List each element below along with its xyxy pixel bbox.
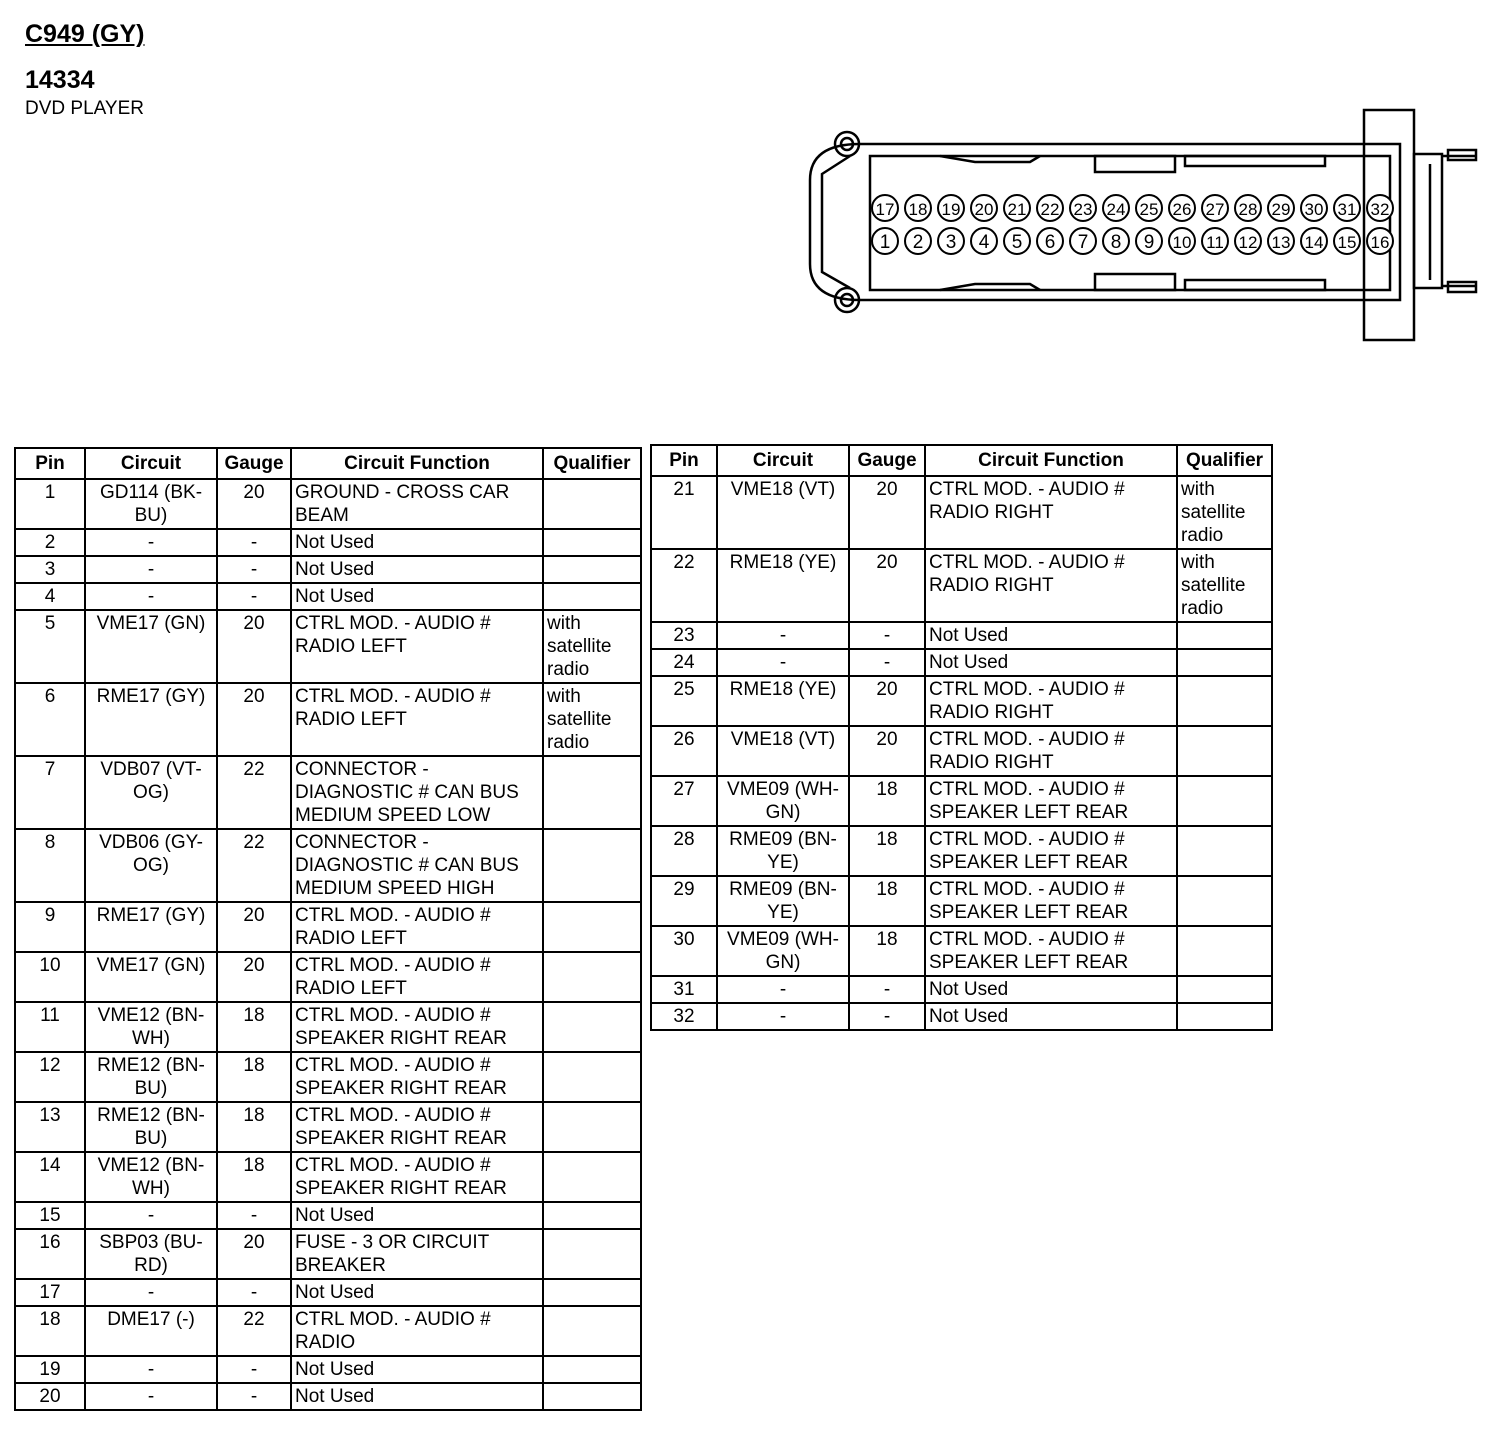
table-row xyxy=(15,902,641,952)
gauge-cell: 20 xyxy=(217,902,291,952)
circuit-cell: RME18 (YE) xyxy=(717,676,849,726)
circuit-cell: VME12 (BN-WH) xyxy=(85,1002,217,1052)
pin-cell: 5 xyxy=(15,610,85,683)
gauge-cell: 20 xyxy=(217,1229,291,1279)
circuit-function-cell: CONNECTOR - DIAGNOSTIC # CAN BUS MEDIUM SPEED LOW xyxy=(291,756,543,829)
qualifier-cell xyxy=(543,756,641,829)
circuit-cell: VME18 (VT) xyxy=(717,726,849,776)
pin-label-23: 23 xyxy=(1073,200,1093,219)
pin-label-31: 31 xyxy=(1337,200,1357,219)
pin-label-13: 13 xyxy=(1271,233,1291,252)
qualifier-cell: with satellite radio xyxy=(1177,476,1272,549)
circuit-cell: RME18 (YE) xyxy=(717,549,849,622)
table-row xyxy=(15,952,641,1002)
pin-label-24: 24 xyxy=(1106,200,1126,219)
circuit-cell: - xyxy=(85,1383,217,1410)
pin-cell: 6 xyxy=(15,683,85,756)
circuit-cell: RME12 (BN-BU) xyxy=(85,1102,217,1152)
gauge-cell: - xyxy=(217,1383,291,1410)
qualifier-cell xyxy=(1177,776,1272,826)
table-row xyxy=(651,876,1272,926)
table-row xyxy=(15,1279,641,1306)
qualifier-cell xyxy=(543,952,641,1002)
circuit-cell: - xyxy=(717,976,849,1003)
pin-cell: 29 xyxy=(651,876,717,926)
gauge-cell: 20 xyxy=(849,476,925,549)
gauge-cell: - xyxy=(217,556,291,583)
circuit-function-cell: CTRL MOD. - AUDIO # RADIO xyxy=(291,1306,543,1356)
circuit-cell: - xyxy=(85,1279,217,1306)
pin-label-3: 3 xyxy=(945,232,957,253)
gauge-cell: - xyxy=(849,622,925,649)
gauge-cell: - xyxy=(217,1279,291,1306)
table-row xyxy=(15,829,641,902)
gauge-cell: 20 xyxy=(849,676,925,726)
pin-label-20: 20 xyxy=(974,200,994,219)
qualifier-cell xyxy=(543,1279,641,1306)
qualifier-cell xyxy=(1177,726,1272,776)
header-gauge: Gauge xyxy=(217,448,291,479)
table-row xyxy=(15,610,641,683)
qualifier-cell xyxy=(1177,876,1272,926)
gauge-cell: 20 xyxy=(849,549,925,622)
pinout-table-right xyxy=(650,444,1273,1031)
table-header-row xyxy=(15,448,641,479)
qualifier-cell xyxy=(543,1102,641,1152)
qualifier-cell xyxy=(543,529,641,556)
qualifier-cell xyxy=(1177,1003,1272,1030)
circuit-function-cell: Not Used xyxy=(291,1383,543,1410)
pin-label-8: 8 xyxy=(1110,232,1122,253)
qualifier-cell xyxy=(543,902,641,952)
header-qualifier: Qualifier xyxy=(543,448,641,479)
connector-id: C949 (GY) xyxy=(25,20,145,48)
pin-label-14: 14 xyxy=(1304,233,1324,252)
gauge-cell: 20 xyxy=(217,683,291,756)
pin-cell: 25 xyxy=(651,676,717,726)
pin-cell: 4 xyxy=(15,583,85,610)
circuit-function-cell: CTRL MOD. - AUDIO # RADIO RIGHT xyxy=(925,726,1177,776)
pin-label-27: 27 xyxy=(1205,200,1225,219)
gauge-cell: - xyxy=(217,583,291,610)
circuit-function-cell: FUSE - 3 OR CIRCUIT BREAKER xyxy=(291,1229,543,1279)
circuit-cell: - xyxy=(85,556,217,583)
header-pin: Pin xyxy=(15,448,85,479)
pin-label-15: 15 xyxy=(1337,233,1357,252)
header-circuit-function: Circuit Function xyxy=(291,448,543,479)
table-row xyxy=(651,926,1272,976)
pin-label-12: 12 xyxy=(1238,233,1258,252)
pin-label-7: 7 xyxy=(1077,232,1089,253)
circuit-function-cell: CTRL MOD. - AUDIO # SPEAKER LEFT REAR xyxy=(925,926,1177,976)
pin-label-5: 5 xyxy=(1011,232,1023,253)
gauge-cell: 18 xyxy=(849,776,925,826)
pin-cell: 16 xyxy=(15,1229,85,1279)
pin-cell: 30 xyxy=(651,926,717,976)
pin-cell: 8 xyxy=(15,829,85,902)
circuit-cell: RME17 (GY) xyxy=(85,683,217,756)
circuit-cell: - xyxy=(717,1003,849,1030)
gauge-cell: 22 xyxy=(217,1306,291,1356)
qualifier-cell: with satellite radio xyxy=(1177,549,1272,622)
pin-label-29: 29 xyxy=(1271,200,1291,219)
gauge-cell: 18 xyxy=(849,926,925,976)
gauge-cell: - xyxy=(217,1356,291,1383)
pin-label-30: 30 xyxy=(1304,200,1324,219)
table-row xyxy=(15,583,641,610)
pin-label-1: 1 xyxy=(879,232,891,253)
component-name: DVD PLAYER xyxy=(25,98,144,119)
circuit-function-cell: Not Used xyxy=(291,529,543,556)
circuit-cell: - xyxy=(85,529,217,556)
qualifier-cell xyxy=(543,583,641,610)
qualifier-cell xyxy=(1177,649,1272,676)
circuit-function-cell: Not Used xyxy=(925,976,1177,1003)
pinout-table-left xyxy=(14,447,642,1411)
pin-label-4: 4 xyxy=(978,232,990,253)
pin-label-26: 26 xyxy=(1172,200,1192,219)
qualifier-cell xyxy=(543,1356,641,1383)
circuit-function-cell: CTRL MOD. - AUDIO # SPEAKER RIGHT REAR xyxy=(291,1052,543,1102)
qualifier-cell xyxy=(1177,976,1272,1003)
qualifier-cell xyxy=(1177,622,1272,649)
circuit-cell: - xyxy=(85,583,217,610)
table-row xyxy=(15,1152,641,1202)
circuit-function-cell: CTRL MOD. - AUDIO # SPEAKER LEFT REAR xyxy=(925,776,1177,826)
circuit-cell: - xyxy=(85,1202,217,1229)
pin-label-2: 2 xyxy=(912,232,924,253)
gauge-cell: 18 xyxy=(849,826,925,876)
circuit-function-cell: CTRL MOD. - AUDIO # SPEAKER LEFT REAR xyxy=(925,876,1177,926)
table-row xyxy=(15,1229,641,1279)
circuit-function-cell: CTRL MOD. - AUDIO # RADIO RIGHT xyxy=(925,676,1177,726)
part-number: 14334 xyxy=(25,66,95,94)
gauge-cell: 18 xyxy=(217,1002,291,1052)
circuit-cell: VME09 (WH-GN) xyxy=(717,776,849,826)
table-row xyxy=(15,479,641,529)
circuit-cell: VME12 (BN-WH) xyxy=(85,1152,217,1202)
pin-cell: 26 xyxy=(651,726,717,776)
table-row xyxy=(651,726,1272,776)
gauge-cell: 18 xyxy=(217,1052,291,1102)
header-circuit: Circuit xyxy=(717,445,849,476)
table-row xyxy=(15,1002,641,1052)
table-row xyxy=(651,476,1272,549)
table-row xyxy=(15,1202,641,1229)
table-row xyxy=(15,1102,641,1152)
table-row xyxy=(15,556,641,583)
qualifier-cell xyxy=(543,556,641,583)
circuit-function-cell: CONNECTOR - DIAGNOSTIC # CAN BUS MEDIUM SPEED HIGH xyxy=(291,829,543,902)
pin-cell: 20 xyxy=(15,1383,85,1410)
pin-cell: 27 xyxy=(651,776,717,826)
circuit-function-cell: CTRL MOD. - AUDIO # RADIO LEFT xyxy=(291,610,543,683)
gauge-cell: 22 xyxy=(217,829,291,902)
pin-label-17: 17 xyxy=(875,200,895,219)
circuit-cell: VME09 (WH-GN) xyxy=(717,926,849,976)
circuit-function-cell: GROUND - CROSS CAR BEAM xyxy=(291,479,543,529)
pin-cell: 1 xyxy=(15,479,85,529)
circuit-function-cell: Not Used xyxy=(291,1356,543,1383)
circuit-function-cell: Not Used xyxy=(925,622,1177,649)
connector-housing xyxy=(810,110,1476,340)
circuit-cell: VDB07 (VT-OG) xyxy=(85,756,217,829)
circuit-function-cell: CTRL MOD. - AUDIO # SPEAKER RIGHT REAR xyxy=(291,1002,543,1052)
table-row xyxy=(651,1003,1272,1030)
qualifier-cell xyxy=(1177,826,1272,876)
circuit-function-cell: CTRL MOD. - AUDIO # RADIO RIGHT xyxy=(925,476,1177,549)
qualifier-cell xyxy=(543,1052,641,1102)
pin-cell: 17 xyxy=(15,1279,85,1306)
pin-cell: 28 xyxy=(651,826,717,876)
pin-label-32: 32 xyxy=(1370,200,1390,219)
qualifier-cell: with satellite radio xyxy=(543,610,641,683)
pin-cell: 7 xyxy=(15,756,85,829)
header-circuit-function: Circuit Function xyxy=(925,445,1177,476)
table-row xyxy=(651,776,1272,826)
circuit-function-cell: Not Used xyxy=(291,1279,543,1306)
circuit-cell: RME12 (BN-BU) xyxy=(85,1052,217,1102)
qualifier-cell xyxy=(543,1002,641,1052)
gauge-cell: - xyxy=(849,649,925,676)
pin-cell: 31 xyxy=(651,976,717,1003)
circuit-function-cell: CTRL MOD. - AUDIO # SPEAKER LEFT REAR xyxy=(925,826,1177,876)
pin-cell: 12 xyxy=(15,1052,85,1102)
gauge-cell: 20 xyxy=(217,610,291,683)
pin-cell: 9 xyxy=(15,902,85,952)
header-circuit: Circuit xyxy=(85,448,217,479)
pin-cell: 23 xyxy=(651,622,717,649)
table-row xyxy=(651,976,1272,1003)
pin-label-28: 28 xyxy=(1238,200,1258,219)
circuit-cell: SBP03 (BU-RD) xyxy=(85,1229,217,1279)
table-row xyxy=(651,622,1272,649)
qualifier-cell xyxy=(543,479,641,529)
gauge-cell: 18 xyxy=(217,1102,291,1152)
gauge-cell: - xyxy=(217,529,291,556)
gauge-cell: 18 xyxy=(849,876,925,926)
pin-cell: 32 xyxy=(651,1003,717,1030)
header-gauge: Gauge xyxy=(849,445,925,476)
circuit-function-cell: CTRL MOD. - AUDIO # RADIO RIGHT xyxy=(925,549,1177,622)
gauge-cell: 20 xyxy=(849,726,925,776)
table-row xyxy=(651,826,1272,876)
pin-label-10: 10 xyxy=(1172,233,1192,252)
table-row xyxy=(15,1383,641,1410)
circuit-cell: VME17 (GN) xyxy=(85,610,217,683)
circuit-cell: - xyxy=(717,649,849,676)
circuit-cell: - xyxy=(717,622,849,649)
pin-cell: 24 xyxy=(651,649,717,676)
pin-label-16: 16 xyxy=(1370,233,1390,252)
circuit-cell: GD114 (BK-BU) xyxy=(85,479,217,529)
gauge-cell: 22 xyxy=(217,756,291,829)
circuit-cell: RME17 (GY) xyxy=(85,902,217,952)
table-row xyxy=(651,549,1272,622)
circuit-function-cell: Not Used xyxy=(291,583,543,610)
circuit-cell: RME09 (BN-YE) xyxy=(717,876,849,926)
pin-cell: 21 xyxy=(651,476,717,549)
qualifier-cell xyxy=(543,1383,641,1410)
qualifier-cell xyxy=(543,1202,641,1229)
circuit-function-cell: CTRL MOD. - AUDIO # RADIO LEFT xyxy=(291,952,543,1002)
circuit-cell: RME09 (BN-YE) xyxy=(717,826,849,876)
pin-cell: 18 xyxy=(15,1306,85,1356)
pin-label-6: 6 xyxy=(1044,232,1056,253)
qualifier-cell xyxy=(543,1306,641,1356)
gauge-cell: 18 xyxy=(217,1152,291,1202)
circuit-function-cell: CTRL MOD. - AUDIO # SPEAKER RIGHT REAR xyxy=(291,1152,543,1202)
circuit-cell: VME17 (GN) xyxy=(85,952,217,1002)
pin-cell: 22 xyxy=(651,549,717,622)
pin-cell: 19 xyxy=(15,1356,85,1383)
pin-label-22: 22 xyxy=(1040,200,1060,219)
gauge-cell: - xyxy=(217,1202,291,1229)
pin-cell: 13 xyxy=(15,1102,85,1152)
circuit-cell: DME17 (-) xyxy=(85,1306,217,1356)
table-row xyxy=(651,676,1272,726)
gauge-cell: - xyxy=(849,976,925,1003)
table-row xyxy=(15,529,641,556)
pin-label-11: 11 xyxy=(1206,233,1224,252)
qualifier-cell xyxy=(543,1229,641,1279)
qualifier-cell xyxy=(1177,676,1272,726)
pin-label-25: 25 xyxy=(1139,200,1159,219)
pin-label-9: 9 xyxy=(1143,232,1155,253)
connector-face-diagram xyxy=(800,104,1490,354)
gauge-cell: - xyxy=(849,1003,925,1030)
circuit-cell: VME18 (VT) xyxy=(717,476,849,549)
qualifier-cell xyxy=(543,829,641,902)
pin-label-19: 19 xyxy=(941,200,961,219)
table-header-row xyxy=(651,445,1272,476)
gauge-cell: 20 xyxy=(217,479,291,529)
circuit-function-cell: Not Used xyxy=(925,1003,1177,1030)
circuit-function-cell: CTRL MOD. - AUDIO # SPEAKER RIGHT REAR xyxy=(291,1102,543,1152)
pin-circle-group xyxy=(872,195,1393,254)
pin-cell: 3 xyxy=(15,556,85,583)
circuit-function-cell: CTRL MOD. - AUDIO # RADIO LEFT xyxy=(291,683,543,756)
pin-cell: 10 xyxy=(15,952,85,1002)
table-row xyxy=(15,1306,641,1356)
circuit-function-cell: CTRL MOD. - AUDIO # RADIO LEFT xyxy=(291,902,543,952)
circuit-function-cell: Not Used xyxy=(291,556,543,583)
pin-cell: 15 xyxy=(15,1202,85,1229)
table-row xyxy=(15,683,641,756)
table-row xyxy=(15,1052,641,1102)
qualifier-cell xyxy=(543,1152,641,1202)
circuit-cell: - xyxy=(85,1356,217,1383)
pin-label-21: 21 xyxy=(1007,200,1027,219)
pin-label-18: 18 xyxy=(908,200,928,219)
qualifier-cell: with satellite radio xyxy=(543,683,641,756)
circuit-cell: VDB06 (GY-OG) xyxy=(85,829,217,902)
pin-cell: 11 xyxy=(15,1002,85,1052)
header-pin: Pin xyxy=(651,445,717,476)
pin-cell: 2 xyxy=(15,529,85,556)
table-row xyxy=(15,1356,641,1383)
table-row xyxy=(15,756,641,829)
table-row xyxy=(651,649,1272,676)
gauge-cell: 20 xyxy=(217,952,291,1002)
qualifier-cell xyxy=(1177,926,1272,976)
circuit-function-cell: Not Used xyxy=(291,1202,543,1229)
header-qualifier: Qualifier xyxy=(1177,445,1272,476)
circuit-function-cell: Not Used xyxy=(925,649,1177,676)
pin-cell: 14 xyxy=(15,1152,85,1202)
